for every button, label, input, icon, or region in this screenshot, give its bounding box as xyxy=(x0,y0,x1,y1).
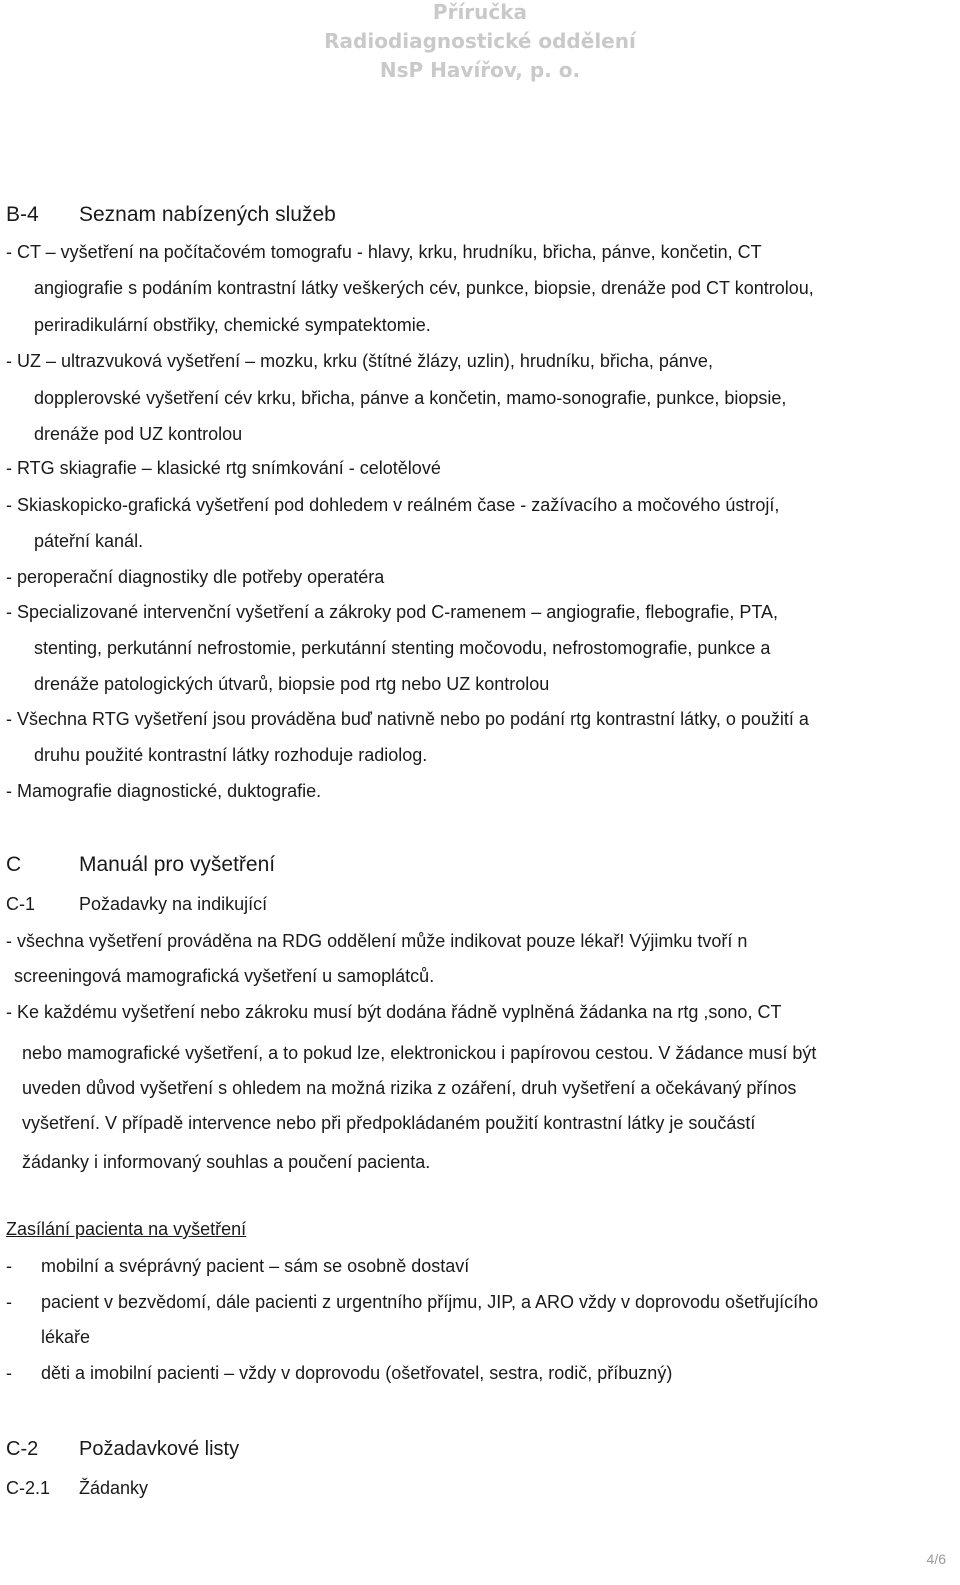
b4-line: - UZ – ultrazvuková vyšetření – mozku, krku (štítné žlázy, uzlin), hrudníku, břicha, pánve, xyxy=(6,351,713,371)
section-c21-title: Žádanky xyxy=(79,1478,149,1498)
b4-line: dopplerovské vyšetření cév krku, břicha, pánve a končetin, mamo-sonografie, punkce, biopsie, xyxy=(34,388,787,408)
b4-line: páteřní kanál. xyxy=(34,531,144,551)
b4-line: - CT – vyšetření na počítačovém tomografu - hlavy, krku, hrudníku, břicha, pánve, končetin, CT xyxy=(6,242,762,262)
section-c-number: C xyxy=(6,853,22,876)
header-title: Příručka xyxy=(432,0,528,24)
section-b4-title: Seznam nabízených služeb xyxy=(79,203,336,226)
page-total: 6 xyxy=(938,1551,946,1567)
b4-line: stenting, perkutánní nefrostomie, perkutánní stenting močovodu, nefrostomografie, punkce a xyxy=(34,638,771,658)
page-number xyxy=(927,1550,946,1568)
b4-line: periradikulární obstřiky, chemické sympatektomie. xyxy=(34,315,431,335)
section-c1-number: C-1 xyxy=(6,894,36,914)
c1-line: vyšetření. V případě intervence nebo při předpokládaném použití kontrastní látky je součástí xyxy=(22,1113,756,1133)
section-c1-title: Požadavky na indikující xyxy=(79,894,268,914)
b4-line: drenáže patologických útvarů, biopsie pod rtg nebo UZ kontrolou xyxy=(34,674,550,694)
list-item-dash: - xyxy=(6,1292,12,1312)
section-c2-title: Požadavkové listy xyxy=(79,1438,240,1460)
list-item: děti a imobilní pacienti – vždy v doprovodu (ošetřovatel, sestra, rodič, příbuzný) xyxy=(41,1363,673,1383)
c1-line: žádanky i informovaný souhlas a poučení pacienta. xyxy=(22,1152,431,1172)
section-b4-number: B-4 xyxy=(6,203,39,226)
b4-line: angiografie s podáním kontrastní látky veškerých cév, punkce, biopsie, drenáže pod CT kontrolou, xyxy=(34,278,814,298)
section-c21-number: C-2.1 xyxy=(6,1478,51,1498)
b4-line: druhu použité kontrastní látky rozhoduje radiolog. xyxy=(34,745,428,765)
page-current: 4 xyxy=(926,1551,935,1567)
c1-line: - všechna vyšetření prováděna na RDG oddělení může indikovat pouze lékař! Výjimku tvoří n xyxy=(6,931,748,951)
section-c-title: Manuál pro vyšetření xyxy=(79,853,276,876)
header-hospital: NsP Havířov, p. o. xyxy=(379,58,581,82)
b4-line: - RTG skiagrafie – klasické rtg snímkování - celotělové xyxy=(6,458,441,478)
b4-line: - Skiaskopicko-grafická vyšetření pod dohledem v reálném čase - zažívacího a močového ústrojí, xyxy=(6,495,780,515)
c1-line: - Ke každému vyšetření nebo zákroku musí být dodána řádně vyplněná žádanka na rtg ,sono, CT xyxy=(6,1002,782,1022)
list-item-dash: - xyxy=(6,1256,12,1276)
section-c2-number: C-2 xyxy=(6,1438,39,1460)
page-separator: / xyxy=(934,1551,939,1567)
c1-line: uveden důvod vyšetření s ohledem na možná rizika z ozáření, druh vyšetření a očekávaný přínos xyxy=(22,1078,797,1098)
b4-line: drenáže pod UZ kontrolou xyxy=(34,424,243,444)
b4-line: - Specializované intervenční vyšetření a zákroky pod C-ramenem – angiografie, flebografie, PTA, xyxy=(6,602,779,622)
header-department: Radiodiagnostické oddělení xyxy=(324,29,636,53)
zasilani-heading: Zasílání pacienta na vyšetření xyxy=(6,1219,247,1239)
list-item: pacient v bezvědomí, dále pacienti z urgentního příjmu, JIP, a ARO vždy v doprovodu ošetřujícího xyxy=(41,1292,819,1312)
list-item: mobilní a svéprávný pacient – sám se osobně dostaví xyxy=(41,1256,470,1276)
b4-line: - Mamografie diagnostické, duktografie. xyxy=(6,781,322,801)
list-item-dash: - xyxy=(6,1363,12,1383)
list-item: lékaře xyxy=(41,1327,91,1347)
c1-line: screeningová mamografická vyšetření u samoplátců. xyxy=(14,966,435,986)
b4-line: - peroperační diagnostiky dle potřeby operatéra xyxy=(6,567,385,587)
b4-line: - Všechna RTG vyšetření jsou prováděna buď nativně nebo po podání rtg kontrastní látky, o použití a xyxy=(6,709,809,729)
c1-line: nebo mamografické vyšetření, a to pokud lze, elektronickou i papírovou cestou. V žádance musí být xyxy=(22,1043,817,1063)
